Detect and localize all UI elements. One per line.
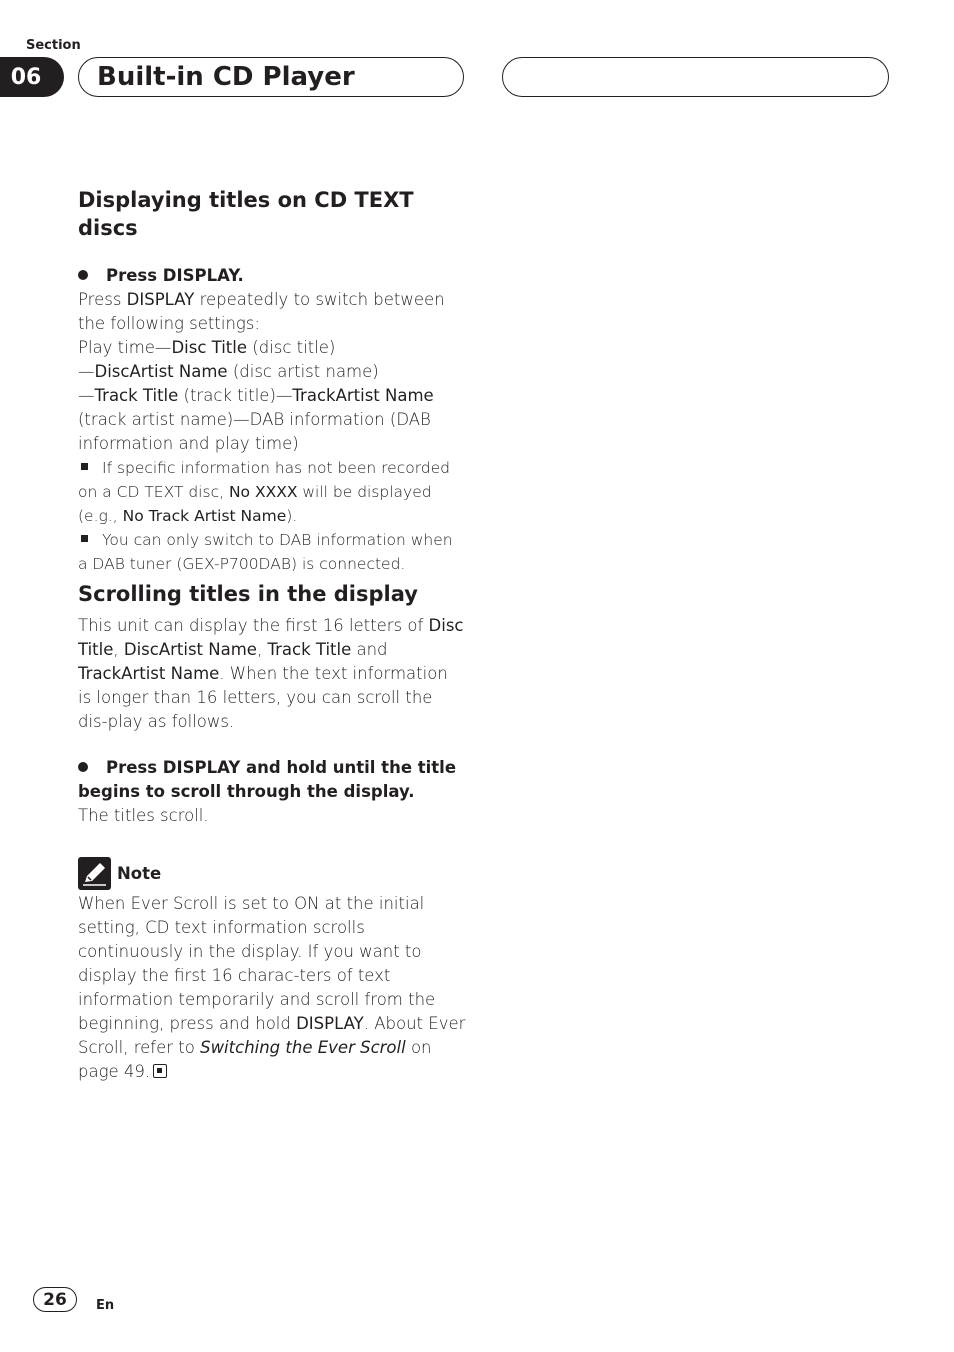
heading-scrolling-titles: Scrolling titles in the display (78, 582, 418, 606)
note-item-dab: You can only switch to DAB information when a DAB tuner (GEX-P700DAB) is connected. (78, 531, 453, 573)
step-text: Press DISPLAY. (106, 266, 244, 285)
settings-line-1: Play time—Disc Title (disc title) (78, 338, 336, 357)
settings-line-3: —Track Title (track title)—TrackArtist Name (78, 386, 434, 405)
paragraph-scrolling: This unit can display the first 16 letters of Disc Title, DiscArtist Name, Track Title and TrackArtist Name. When the text information is longer than 16 letters, you can scroll the dis-play as follows. (78, 616, 464, 731)
header-right-box (502, 57, 889, 97)
step-result: The titles scroll. (78, 806, 209, 825)
section-displaying-titles (78, 186, 466, 576)
square-bullet-icon (81, 463, 88, 470)
chapter-title: Built-in CD Player (78, 57, 464, 97)
note-text: When Ever Scroll is set to ON at the initial setting, CD text information scrolls continuously in the display. If you want to display the first 16 charac-ters of text information temporarily and scroll from the beginning, press and hold DISPLAY. About Ever Scroll, refer to Switching the Ever Scroll on page 49. (78, 894, 466, 1081)
bullet-dot-icon (78, 270, 88, 280)
note-header (78, 857, 466, 890)
language-label: En (96, 1298, 115, 1313)
step-press-hold-display: Press DISPLAY and hold until the title begins to scroll through the display. (78, 758, 457, 801)
section-number-tab: 06 (0, 57, 64, 97)
step-press-display (78, 264, 466, 288)
note-block (78, 857, 466, 1084)
settings-line-4: (track artist name)—DAB information (DAB information and play time) (78, 410, 431, 453)
pencil-note-icon (78, 857, 111, 890)
paragraph-press-display: Press DISPLAY repeatedly to switch between the following settings: (78, 290, 445, 333)
end-of-section-icon (153, 1064, 167, 1078)
settings-line-2: —DiscArtist Name (disc artist name) (78, 362, 379, 381)
square-bullet-icon (81, 535, 88, 542)
heading-displaying-titles: Displaying titles on CD TEXT discs (78, 188, 414, 240)
section-label: Section (26, 38, 81, 53)
note-item-no-xxxx: If specific information has not been recorded on a CD TEXT disc, No XXXX will be displayed (e.g., No Track Artist Name). (78, 459, 451, 525)
section-scrolling-titles (78, 580, 466, 828)
note-label: Note (117, 864, 162, 883)
bullet-dot-icon (78, 762, 88, 772)
page-number: 26 (33, 1287, 77, 1312)
